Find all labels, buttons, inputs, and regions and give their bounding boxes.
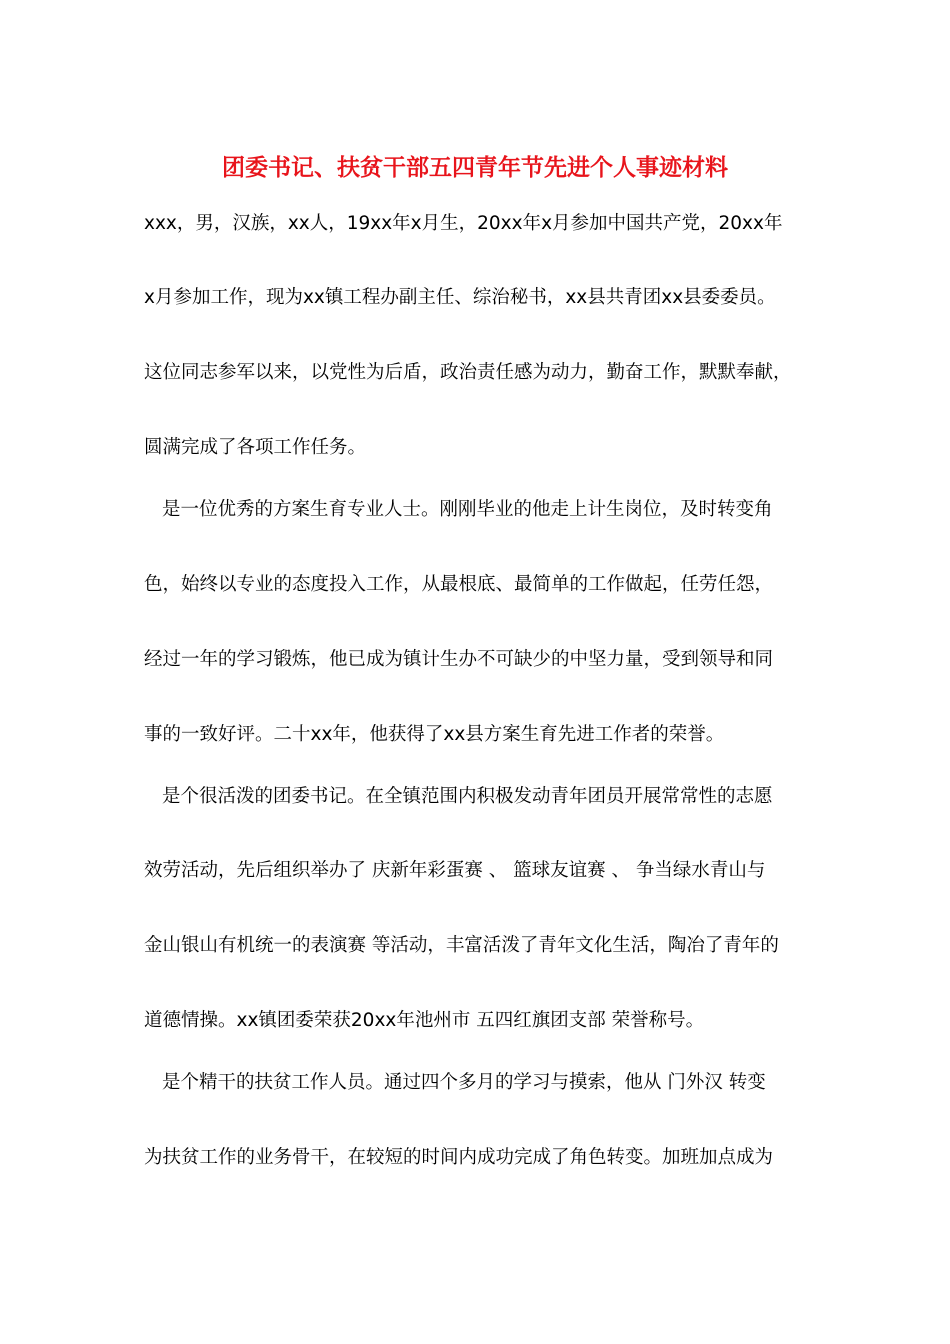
paragraph-4-line-2: 为扶贫工作的业务骨干，在较短的时间内成功完成了角色转变。加班加点成为 (144, 1147, 774, 1168)
paragraph-3-line-2: 效劳活动，先后组织举办了 庆新年彩蛋赛 、 篮球友谊赛 、 争当绿水青山与 (144, 860, 766, 881)
paragraph-3-line-3: 金山银山有机统一的表演赛 等活动，丰富活泼了青年文化生活，陶冶了青年的 (144, 935, 779, 956)
paragraph-1-line-2: x月参加工作，现为xx镇工程办副主任、综治秘书，xx县共青团xx县委委员。 (144, 287, 776, 308)
paragraph-4-line-1: 是个精干的扶贫工作人员。通过四个多月的学习与摸索，他从 门外汉 转变 (162, 1072, 766, 1093)
paragraph-1-line-3: 这位同志参军以来，以党性为后盾，政治责任感为动力，勤奋工作，默默奉献， (144, 362, 792, 383)
document-title: 团委书记、扶贫干部五四青年节先进个人事迹材料 (222, 154, 728, 181)
paragraph-3-line-4: 道德情操。xx镇团委荣获20xx年池州市 五四红旗团支部 荣誉称号。 (144, 1010, 705, 1031)
paragraph-2-line-1: 是一位优秀的方案生育专业人士。刚刚毕业的他走上计生岗位，及时转变角 (162, 499, 773, 520)
paragraph-1-line-1: xxx，男，汉族，xx人，19xx年x月生，20xx年x月参加中国共产党，20xx年 (144, 213, 783, 234)
paragraph-2-line-4: 事的一致好评。二十xx年，他获得了xx县方案生育先进工作者的荣誉。 (144, 724, 725, 745)
paragraph-1-line-4: 圆满完成了各项工作任务。 (144, 437, 367, 458)
paragraph-3-line-1: 是个很活泼的团委书记。在全镇范围内积极发动青年团员开展常常性的志愿 (162, 786, 773, 807)
paragraph-2-line-2: 色，始终以专业的态度投入工作，从最根底、最简单的工作做起，任劳任怨， (144, 574, 774, 595)
paragraph-2-line-3: 经过一年的学习锻炼，他已成为镇计生办不可缺少的中坚力量，受到领导和同 (144, 649, 774, 670)
